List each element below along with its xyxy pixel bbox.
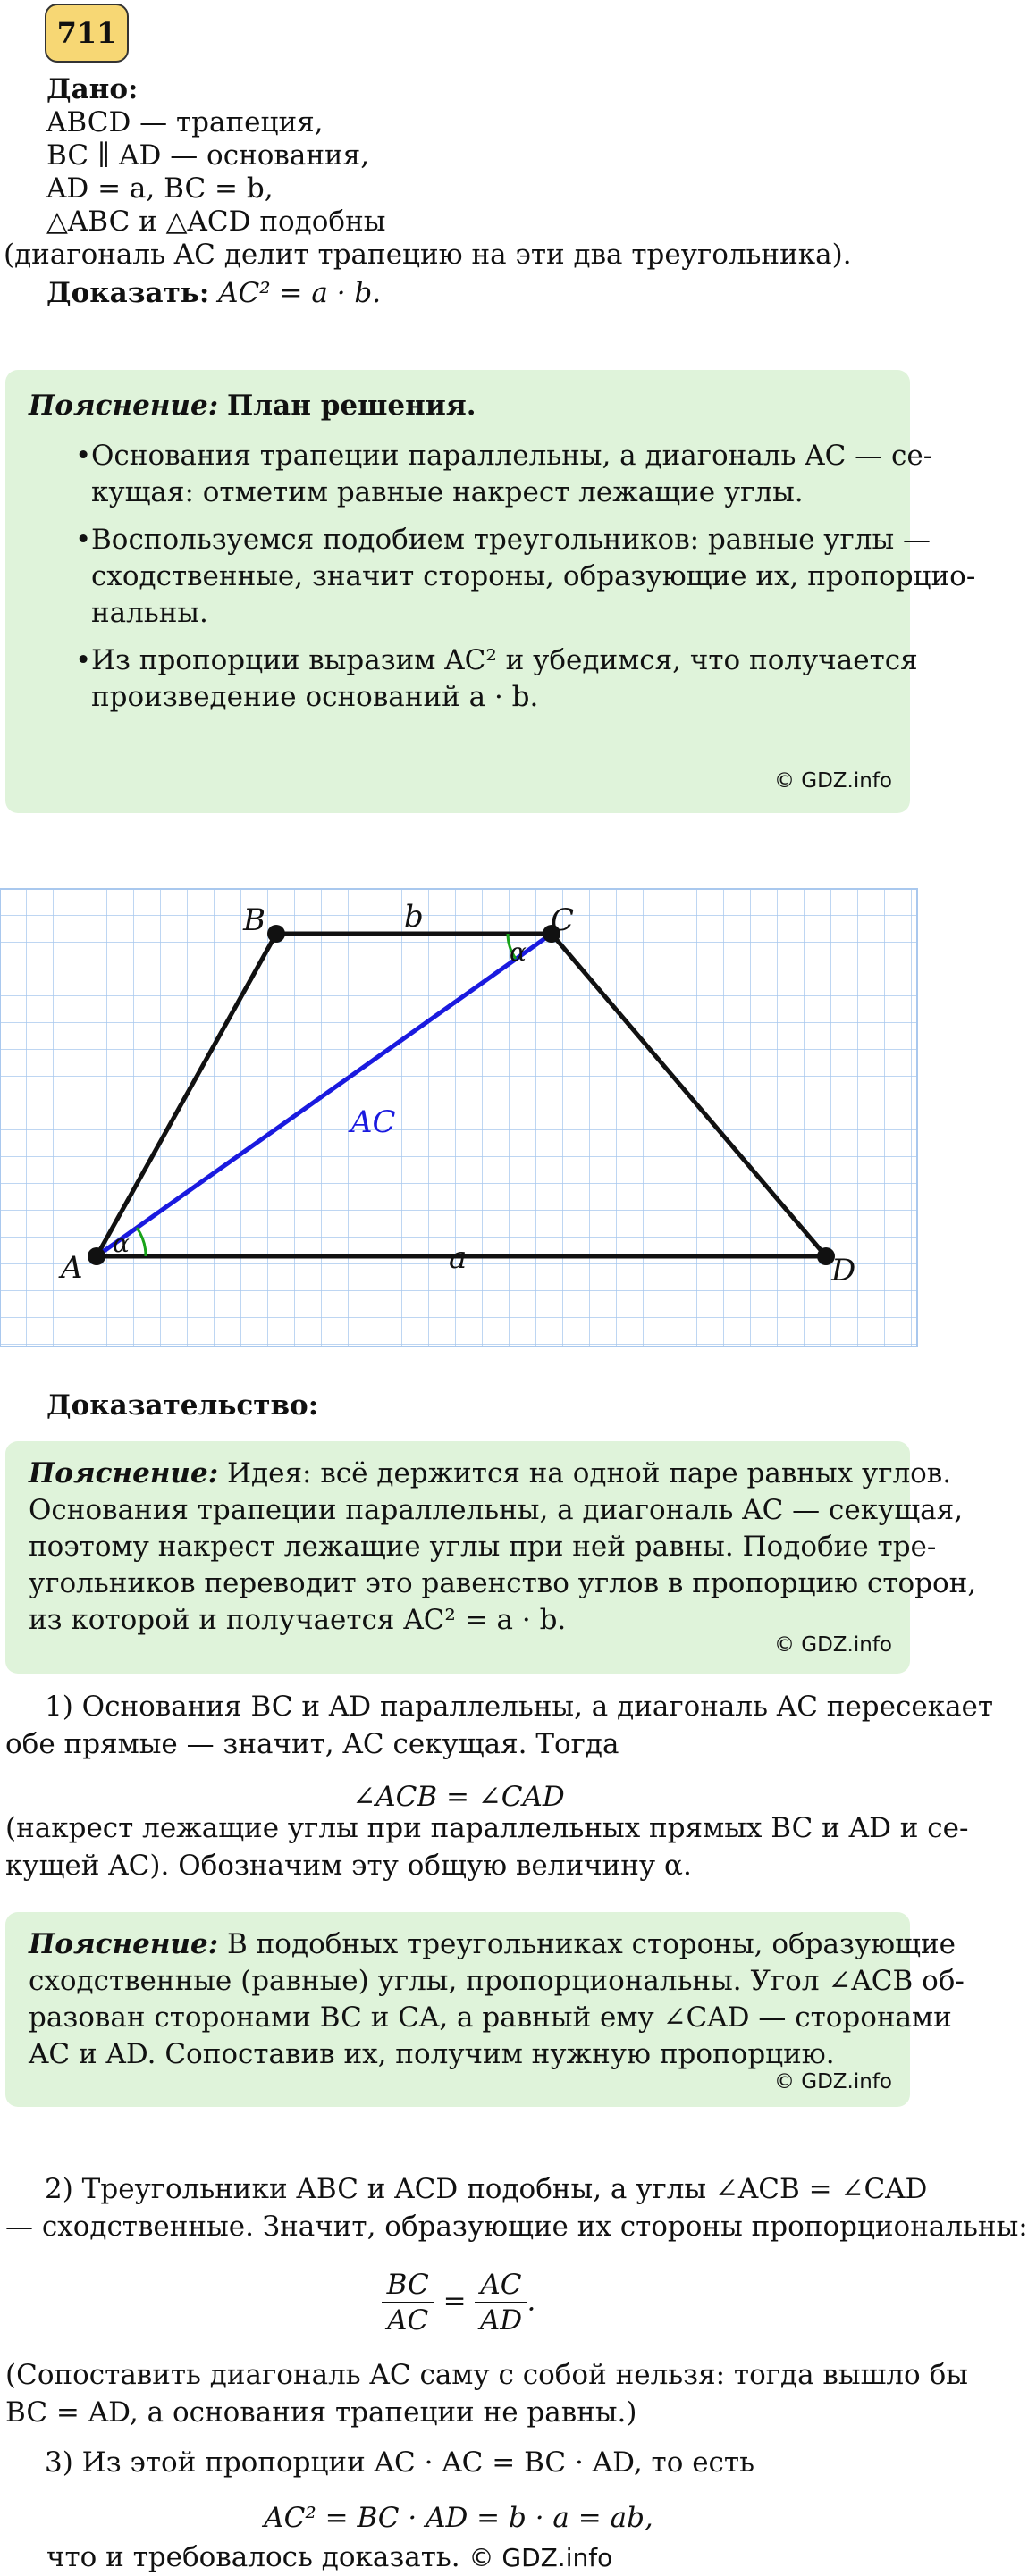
plan-title: План решения.: [227, 390, 476, 422]
prove-label: Доказать:: [46, 277, 210, 309]
step2-line: (Сопоставить диагональ AC саму с собой нельзя: тогда вышло бы: [5, 2359, 968, 2391]
label-alpha-a: α: [113, 1229, 130, 1258]
copyright: © GDZ.info: [468, 2543, 613, 2572]
copyright: © GDZ.info: [773, 1633, 892, 1657]
step2-line: BC = AD, а основания трапеции не равны.): [5, 2396, 637, 2429]
problem-number-badge: 711: [45, 4, 129, 63]
plan-label: Пояснение:: [29, 390, 219, 422]
conclusion: что и требовалось доказать. © GDZ.info: [46, 2541, 613, 2573]
copyright: © GDZ.info: [773, 769, 892, 793]
trapezoid-figure: [0, 889, 917, 1347]
label-b: B: [243, 902, 265, 938]
step1-line: (накрест лежащие углы при параллельных прямых BC и AD и се-: [5, 1812, 969, 1844]
copyright: © GDZ.info: [773, 2070, 892, 2094]
step2-proportion: $\frac{BC}{AC}$ = $\frac{AC}{AD}$ .: [5, 2268, 912, 2348]
point-b: [267, 925, 285, 943]
label-side-b: b: [404, 899, 424, 935]
plan-bullet: • Из пропорции выразим AC² и убедимся, что получается произведение оснований a · b.: [75, 644, 918, 713]
label-side-a: a: [449, 1240, 468, 1276]
given-line: △ABC и △ACD подобны: [46, 206, 386, 238]
prove-formula: AC² = a · b.: [218, 277, 382, 309]
given-line: (диагональ AC делит трапецию на эти два треугольника).: [4, 239, 852, 271]
step1-line: обе прямые — значит, AC секущая. Тогда: [5, 1728, 619, 1760]
step3-formula: AC² = BC · AD = b · a = ab,: [264, 2502, 653, 2534]
step1-line: 1) Основания BC и AD параллельны, а диагональ AC пересекает: [45, 1691, 994, 1723]
label-c: C: [551, 902, 575, 938]
proof-header: Доказательство:: [46, 1389, 319, 1422]
idea-box: Пояснение: Идея: всё держится на одной паре равных углов. Основания трапеции параллельны, а диагональ AC — секущая, поэтому накрест лежащие углы при ней равны. Подобие тре- угольников переводит это равенство углов в пропорцию сторон, из которой и получается AC² = a · b. © GDZ.info: [5, 1441, 910, 1674]
label-diagonal: AC: [350, 1104, 396, 1140]
step1-line: кущей AC). Обозначим эту общую величину α.: [5, 1850, 692, 1882]
given-line: ABCD — трапеция,: [46, 106, 324, 138]
explanation-box: Пояснение: В подобных треугольниках стороны, образующие сходственные (равные) углы, пропорциональны. Угол ∠ACB об- разован сторонами BC и CA, а равный ему ∠CAD — сторонами AC и AD. Сопоставив их, получим нужную пропорцию. © GDZ.info: [5, 1912, 910, 2107]
label-d: D: [831, 1253, 856, 1288]
given-line: BC ∥ AD — основания,: [46, 139, 370, 172]
plan-bullet: • Воспользуемся подобием треугольников: равные углы — сходственные, значит стороны, образующие их, пропорцио- нальны.: [75, 524, 976, 629]
given-section: [4, 71, 887, 309]
given-header: Дано:: [46, 73, 139, 105]
step2-line: 2) Треугольники ABC и ACD подобны, а углы ∠ACB = ∠CAD: [45, 2173, 928, 2205]
label-alpha-c: α: [510, 937, 527, 967]
point-a: [88, 1247, 105, 1265]
step1-formula: ∠ACB = ∠CAD: [352, 1781, 565, 1813]
explanation-label: Пояснение:: [29, 1928, 219, 1960]
label-a: A: [61, 1250, 83, 1286]
idea-label: Пояснение:: [29, 1457, 219, 1489]
step2-line: — сходственные. Значит, образующие их стороны пропорциональны:: [5, 2211, 1028, 2243]
plan-box: [5, 370, 976, 813]
step3-line: 3) Из этой пропорции AC · AC = BC · AD, то есть: [45, 2446, 754, 2479]
given-line: AD = a, BC = b,: [46, 172, 274, 205]
plan-bullet: • Основания трапеции параллельны, а диагональ AC — се- кущая: отметим равные накрест лежащие углы.: [75, 440, 933, 508]
